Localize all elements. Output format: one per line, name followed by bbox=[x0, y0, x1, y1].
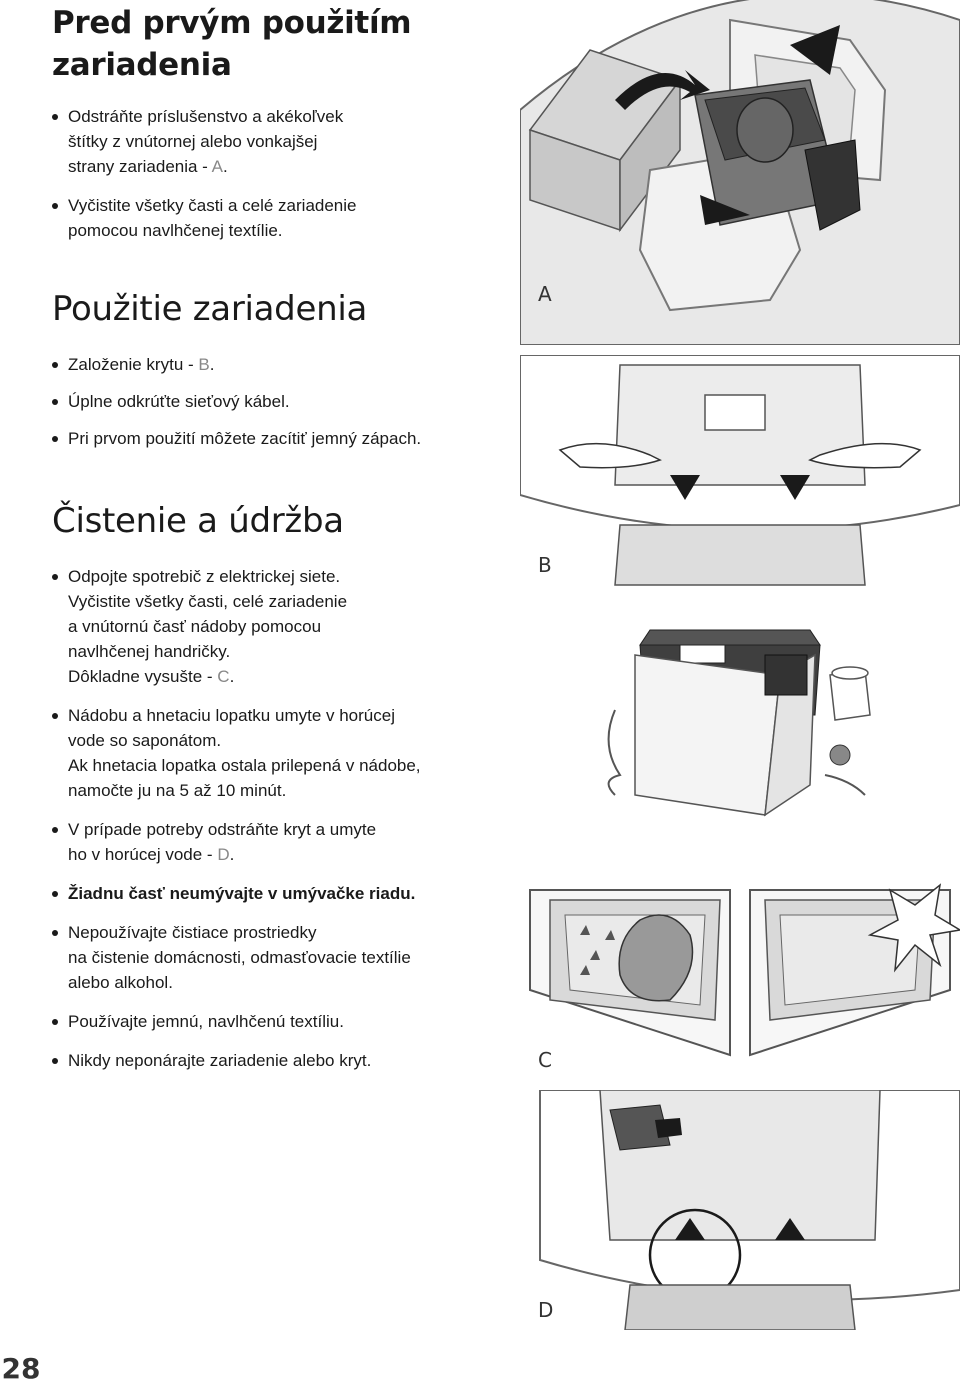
list-item-line bbox=[68, 664, 492, 689]
list-item-line: Nikdy neponárajte zariadenie alebo kryt. bbox=[68, 1051, 372, 1070]
list-item-line bbox=[68, 154, 492, 179]
list-item bbox=[52, 920, 492, 995]
list-item-line: V prípade potreby odstráňte kryt a umyte bbox=[68, 820, 377, 839]
figure-reference: D bbox=[217, 845, 230, 864]
list-item bbox=[52, 1009, 492, 1034]
bullet-list bbox=[52, 564, 492, 1073]
list-item-line: štítky z vnútornej alebo vonkajšej bbox=[68, 132, 318, 151]
list-item-end: . bbox=[229, 845, 235, 864]
list-item-end: . bbox=[209, 355, 215, 374]
list-item-text: strany zariadenia - bbox=[68, 157, 212, 176]
figure-d-remove-lid bbox=[520, 1090, 960, 1330]
list-item bbox=[52, 104, 492, 179]
list-item bbox=[52, 1048, 492, 1073]
list-item-line: vode so saponátom. bbox=[68, 731, 222, 750]
list-item-line bbox=[68, 352, 492, 377]
list-item-line: Úplne odkrúťte sieťový kábel. bbox=[68, 392, 290, 411]
figure-b-lid bbox=[520, 355, 960, 825]
figure-c-cleaning bbox=[520, 880, 960, 1080]
figure-label: B bbox=[538, 553, 552, 577]
figure-reference: B bbox=[198, 355, 210, 374]
list-item-text: ho v horúcej vode - bbox=[68, 845, 218, 864]
list-item-line: Odpojte spotrebič z elektrickej siete. bbox=[68, 567, 341, 586]
section-before-first-use bbox=[52, 2, 492, 86]
section-cleaning bbox=[52, 500, 492, 542]
bullet-list bbox=[52, 104, 492, 243]
list-item-line: Používajte jemnú, navlhčenú textíliu. bbox=[68, 1012, 344, 1031]
section-title: Čistenie a údržba bbox=[52, 501, 344, 541]
list-item bbox=[52, 703, 492, 803]
list-item-line: navlhčenej handričky. bbox=[68, 642, 231, 661]
list-item bbox=[52, 426, 492, 451]
list-item-line: Nepoužívajte čistiace prostriedky bbox=[68, 923, 317, 942]
section-title-line: Pred prvým použitím bbox=[52, 5, 412, 41]
page-number: 28 bbox=[1, 1352, 41, 1385]
figure-reference: A bbox=[211, 157, 223, 176]
bullet-list bbox=[52, 352, 492, 451]
list-item-end: . bbox=[229, 667, 235, 686]
list-item-end: . bbox=[222, 157, 228, 176]
unpacking-illustration bbox=[520, 0, 960, 345]
list-item-line: Vyčistite všetky časti, celé zariadenie bbox=[68, 592, 348, 611]
list-item-line: Vyčistite všetky časti a celé zariadenie bbox=[68, 196, 357, 215]
list-item bbox=[52, 881, 492, 906]
list-item-line: Nádobu a hnetaciu lopatku umyte v horúcej bbox=[68, 706, 395, 725]
figure-label: D bbox=[538, 1298, 554, 1322]
list-item bbox=[52, 193, 492, 243]
list-item-line bbox=[68, 842, 492, 867]
list-item bbox=[52, 817, 492, 867]
list-item-line: a vnútornú časť nádoby pomocou bbox=[68, 617, 322, 636]
figure-label: A bbox=[538, 282, 552, 306]
lid-illustration bbox=[520, 355, 960, 825]
section-title: Použitie zariadenia bbox=[52, 289, 368, 329]
figure-a-unpacking bbox=[520, 0, 960, 345]
figure-reference: C bbox=[217, 667, 230, 686]
list-item-line: na čistenie domácnosti, odmasťovacie textílie bbox=[68, 948, 411, 967]
figure-label: C bbox=[538, 1048, 552, 1072]
section-usage bbox=[52, 288, 492, 330]
list-item-line: alebo alkohol. bbox=[68, 973, 173, 992]
list-item bbox=[52, 564, 492, 689]
list-item-text: Založenie krytu - bbox=[68, 355, 199, 374]
list-item-line: pomocou navlhčenej textílie. bbox=[68, 221, 283, 240]
list-item-line: Žiadnu časť neumývajte v umývačke riadu. bbox=[68, 884, 416, 903]
section-title-line: zariadenia bbox=[52, 47, 232, 83]
list-item bbox=[52, 352, 492, 377]
section-title bbox=[52, 2, 492, 86]
list-item bbox=[52, 389, 492, 414]
list-item-line: namočte ju na 5 až 10 minút. bbox=[68, 781, 287, 800]
cleaning-illustration bbox=[520, 880, 960, 1080]
remove-lid-illustration bbox=[520, 1090, 960, 1330]
list-item-text: Dôkladne vysušte - bbox=[68, 667, 218, 686]
list-item-line: Ak hnetacia lopatka ostala prilepená v nádobe, bbox=[68, 756, 421, 775]
list-item-line: Odstráňte príslušenstvo a akékoľvek bbox=[68, 107, 344, 126]
list-item-line: Pri prvom použití môžete zacítiť jemný zápach. bbox=[68, 429, 422, 448]
